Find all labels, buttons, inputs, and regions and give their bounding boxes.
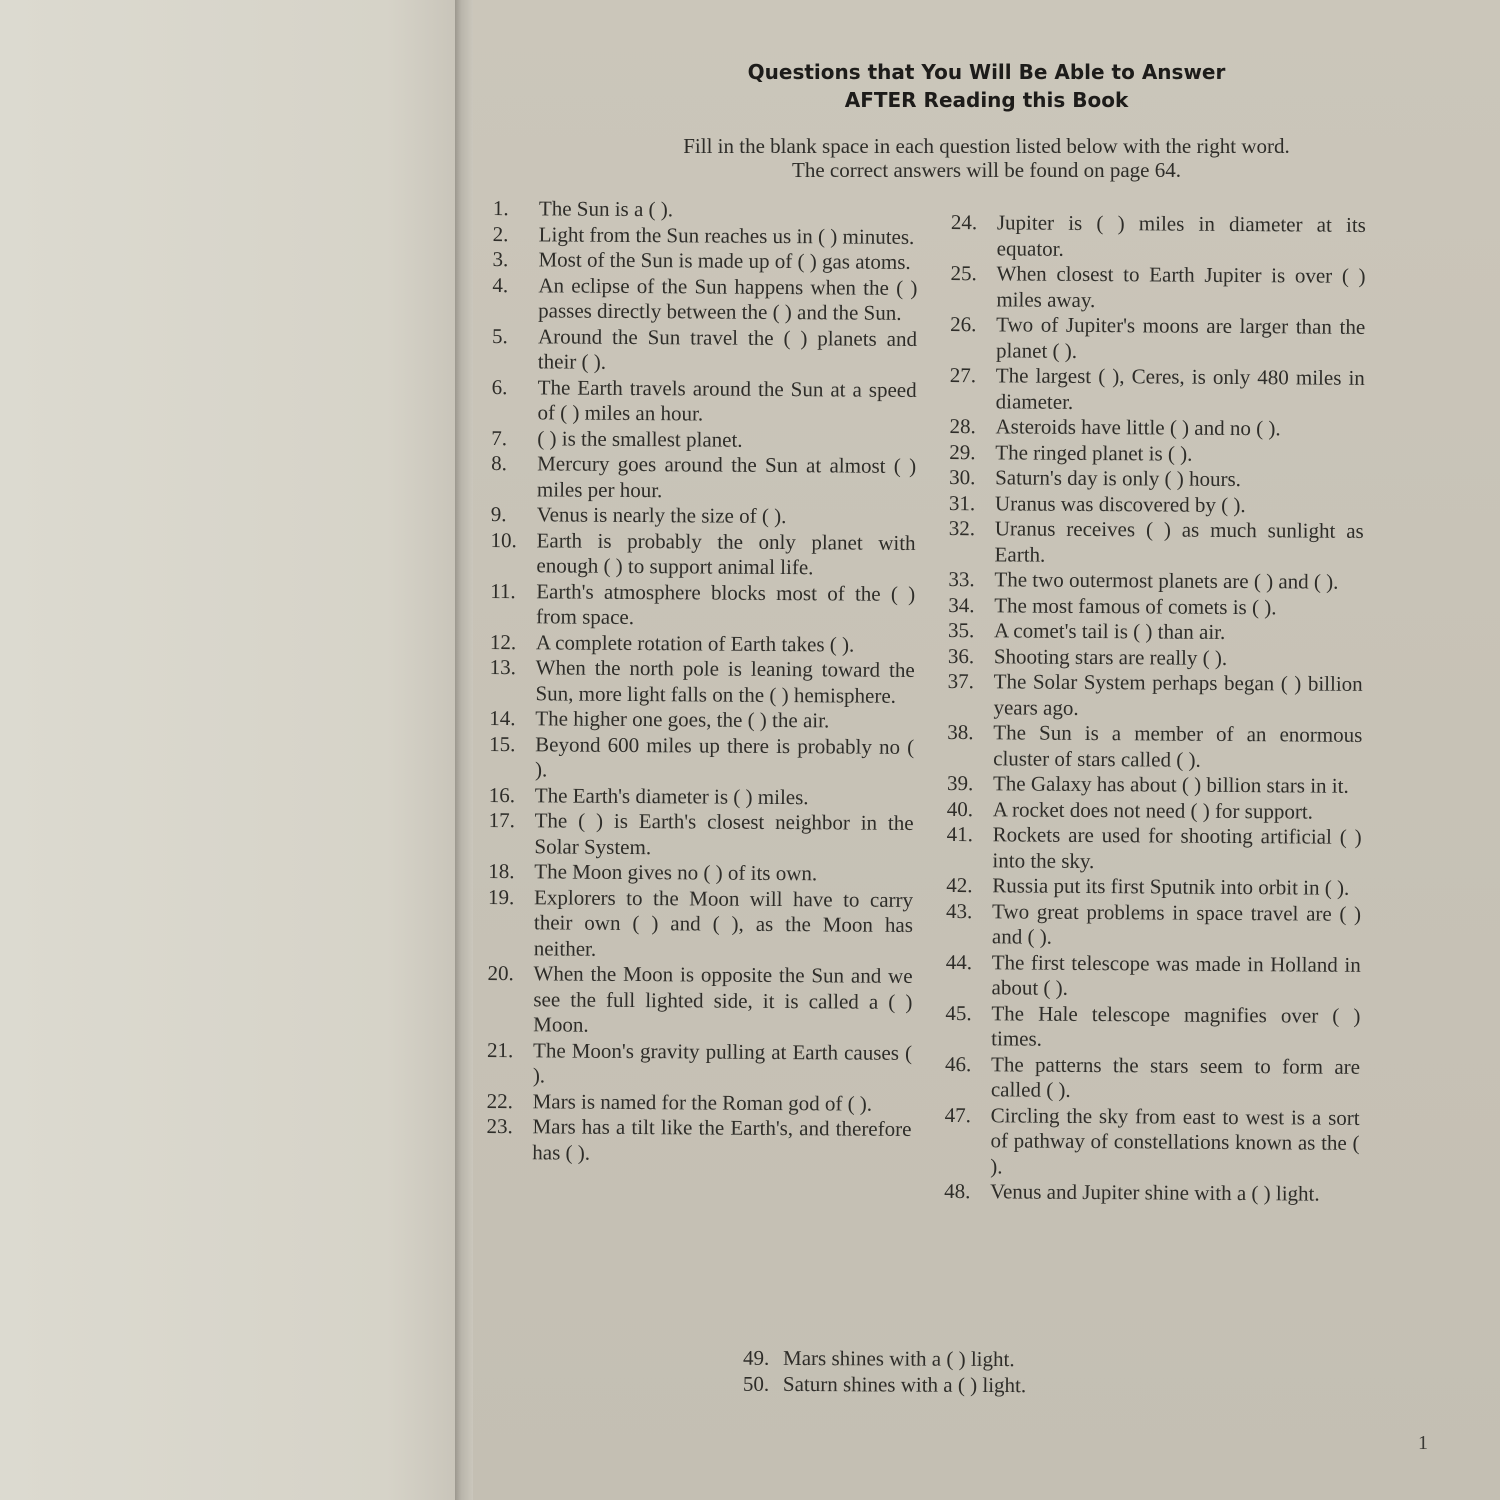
question-text: Russia put its first Sputnik into orbit in ( ). xyxy=(992,873,1350,900)
question-number: 14. xyxy=(489,705,516,731)
question-number: 38. xyxy=(947,719,974,745)
question-text: Two great problems in space travel are ( ) and ( ). xyxy=(991,898,1362,949)
question-item xyxy=(491,451,916,505)
question-number: 13. xyxy=(489,654,517,680)
question-number: 4. xyxy=(492,272,509,297)
question-text: A complete rotation of Earth takes ( ). xyxy=(535,629,855,657)
question-item xyxy=(487,1088,912,1116)
question-item xyxy=(743,1345,1243,1374)
question-text: Light from the Sun reaches us in ( ) minutes. xyxy=(538,221,915,249)
question-text: The largest ( ), Ceres, is only 480 miles in diameter. xyxy=(995,363,1365,414)
question-text: Venus and Jupiter shine with a ( ) light. xyxy=(990,1179,1320,1206)
question-item xyxy=(950,312,1365,366)
question-number: 27. xyxy=(949,362,977,388)
question-text: Earth is probably the only planet with enough ( ) to support animal life. xyxy=(536,527,916,580)
question-item xyxy=(948,643,1363,671)
question-text: Two of Jupiter's moons are larger than the planet ( ). xyxy=(995,312,1366,363)
question-item xyxy=(944,1179,1359,1207)
book-gutter xyxy=(455,0,473,1500)
question-text: The Moon's gravity pulling at Earth causes ( ). xyxy=(532,1037,913,1088)
question-number: 10. xyxy=(490,527,517,552)
question-number: 12. xyxy=(489,629,517,654)
question-item xyxy=(489,655,914,709)
question-text: Beyond 600 miles up there is probably no ( ). xyxy=(534,731,915,782)
question-text: The patterns the stars seem to form are called ( ). xyxy=(990,1051,1361,1102)
question-number: 28. xyxy=(949,413,976,439)
right-page xyxy=(473,0,1500,1500)
question-number: 30. xyxy=(949,464,976,490)
question-text: Saturn shines with a ( ) light. xyxy=(782,1371,1027,1398)
question-number: 2. xyxy=(492,221,509,246)
question-item xyxy=(492,247,917,275)
instructions-line-1: Fill in the blank space in each question listed below with the right word. xyxy=(683,134,1290,158)
question-item xyxy=(491,374,916,428)
question-text: A comet's tail is ( ) than air. xyxy=(993,618,1226,644)
question-number: 6. xyxy=(491,374,508,399)
question-text: Around the Sun travel the ( ) planets and their ( ). xyxy=(537,323,918,374)
question-item xyxy=(947,720,1362,774)
question-number: 15. xyxy=(489,731,516,756)
questions-final-lines xyxy=(743,1345,1243,1400)
questions-left-column xyxy=(486,196,918,1168)
question-text: The Earth's diameter is ( ) miles. xyxy=(534,782,809,809)
question-text: Venus is nearly the size of ( ). xyxy=(536,502,787,529)
question-number: 11. xyxy=(490,578,516,603)
question-text: Mercury goes around the Sun at almost ( ) miles per hour. xyxy=(536,451,917,502)
question-number: 32. xyxy=(948,515,976,541)
question-number: 39. xyxy=(946,770,974,796)
question-text: ( ) is the smallest planet. xyxy=(537,425,743,452)
question-number: 49. xyxy=(743,1345,770,1370)
question-item xyxy=(950,261,1365,315)
question-item xyxy=(489,706,914,734)
question-number: 1. xyxy=(492,196,509,221)
question-item xyxy=(946,822,1361,876)
question-item xyxy=(491,425,916,453)
question-item xyxy=(949,516,1364,570)
question-text: The two outermost planets are ( ) and ( ). xyxy=(994,567,1339,594)
question-number: 3. xyxy=(492,246,509,272)
question-number: 24. xyxy=(950,210,978,235)
question-number: 18. xyxy=(488,858,515,884)
question-text: Uranus receives ( ) as much sunlight as Earth. xyxy=(994,516,1364,567)
question-item xyxy=(949,439,1364,467)
question-text: The Sun is a member of an enormous cluster of stars called ( ). xyxy=(993,720,1363,772)
question-text: Shooting stars are really ( ). xyxy=(993,643,1228,670)
question-text: Mars is named for the Roman god of ( ). xyxy=(532,1088,873,1116)
instructions xyxy=(473,134,1500,182)
question-text: The Galaxy has about ( ) billion stars in it. xyxy=(992,771,1349,798)
question-number: 20. xyxy=(487,960,514,986)
question-text: The higher one goes, the ( ) the air. xyxy=(535,706,830,733)
question-number: 8. xyxy=(491,450,507,476)
question-number: 31. xyxy=(948,490,976,515)
question-item xyxy=(946,898,1361,952)
question-number: 16. xyxy=(488,782,516,807)
question-item xyxy=(490,629,915,657)
question-item xyxy=(948,567,1363,595)
title-line-2: AFTER Reading this Book xyxy=(844,88,1129,112)
question-item xyxy=(947,771,1362,799)
question-item xyxy=(489,782,914,810)
question-text: The ( ) is Earth's closest neighbor in the Solar System. xyxy=(534,808,914,859)
question-text: Asteroids have little ( ) and no ( ). xyxy=(995,414,1281,441)
question-number: 45. xyxy=(945,1000,972,1025)
question-number: 43. xyxy=(946,898,973,923)
question-number: 35. xyxy=(947,617,975,643)
question-item xyxy=(486,1114,911,1168)
question-item xyxy=(951,210,1366,264)
question-item xyxy=(944,1102,1360,1181)
question-item xyxy=(492,272,917,326)
question-text: When closest to Earth Jupiter is over ( ) miles away. xyxy=(996,261,1366,312)
question-text: The Hale telescope magnifies over ( ) times. xyxy=(991,1000,1361,1051)
question-number: 21. xyxy=(486,1037,514,1062)
question-item xyxy=(743,1371,1243,1400)
question-number: 47. xyxy=(944,1102,972,1127)
page-title xyxy=(473,58,1500,114)
question-item xyxy=(947,796,1362,824)
question-item xyxy=(948,592,1363,620)
question-text: Mars shines with a ( ) light. xyxy=(783,1345,1015,1372)
question-text: A rocket does not need ( ) for support. xyxy=(992,796,1314,824)
question-number: 50. xyxy=(742,1371,770,1396)
question-item xyxy=(493,221,918,249)
question-text: Jupiter is ( ) miles in diameter at its equator. xyxy=(996,210,1366,261)
question-item xyxy=(488,808,913,862)
question-number: 44. xyxy=(945,949,973,974)
question-text: Earth's atmosphere blocks most of the ( ) from space. xyxy=(535,578,916,629)
question-text: When the north pole is leaning toward the Sun, more light falls on the ( ) hemisphere. xyxy=(535,655,915,708)
question-item xyxy=(948,618,1363,646)
question-number: 29. xyxy=(949,439,976,464)
question-item xyxy=(949,465,1364,493)
question-number: 48. xyxy=(944,1178,971,1204)
question-text: The most famous of comets is ( ). xyxy=(994,592,1277,619)
question-item xyxy=(947,669,1362,723)
question-number: 33. xyxy=(948,566,975,592)
instructions-line-2: The correct answers will be found on page 64. xyxy=(792,158,1181,182)
question-number: 5. xyxy=(491,323,508,348)
question-text: Most of the Sun is made up of ( ) gas atoms. xyxy=(538,247,911,274)
question-number: 34. xyxy=(948,592,975,617)
question-item xyxy=(487,961,913,1040)
question-item xyxy=(490,578,915,632)
question-number: 19. xyxy=(488,884,515,909)
question-item xyxy=(493,196,918,224)
questions-right-column xyxy=(944,210,1366,1207)
question-item xyxy=(492,323,917,377)
question-item xyxy=(945,1051,1360,1105)
question-text: The Moon gives no ( ) of its own. xyxy=(534,859,818,886)
question-number: 36. xyxy=(947,643,975,668)
question-number: 9. xyxy=(490,501,507,527)
question-number: 26. xyxy=(950,311,977,337)
question-text: An eclipse of the Sun happens when the ( ) passes directly between the ( ) and the Sun. xyxy=(538,272,918,325)
question-text: The Sun is a ( ). xyxy=(538,196,674,222)
question-item xyxy=(949,414,1364,442)
question-item xyxy=(488,884,914,963)
question-text: The first telescope was made in Holland in about ( ). xyxy=(991,949,1361,1000)
question-text: Rockets are used for shooting artificial ( ) into the sky. xyxy=(992,822,1362,873)
page-number: 1 xyxy=(1418,1432,1428,1454)
question-item xyxy=(945,949,1360,1003)
question-item xyxy=(945,1000,1360,1054)
question-text: The Solar System perhaps began ( ) billion years ago. xyxy=(993,669,1363,720)
question-text: Uranus was discovered by ( ). xyxy=(994,490,1246,517)
question-text: When the Moon is opposite the Sun and we see the full lighted side, it is called a ( ) Moon. xyxy=(533,961,913,1037)
question-text: Circling the sky from east to west is a sort of pathway of constellations known as the ( ). xyxy=(990,1102,1360,1178)
question-item xyxy=(489,731,914,785)
question-text: Mars has a tilt like the Earth's, and therefore has ( ). xyxy=(532,1114,912,1165)
question-item xyxy=(490,527,915,581)
question-item xyxy=(491,502,916,530)
question-number: 46. xyxy=(944,1051,972,1076)
question-number: 23. xyxy=(486,1113,513,1139)
question-number: 17. xyxy=(488,807,515,833)
question-text: Explorers to the Moon will have to carry their own ( ) and ( ), as the Moon has neither. xyxy=(533,884,914,961)
question-number: 7. xyxy=(491,425,508,450)
question-number: 25. xyxy=(950,260,977,286)
title-line-1: Questions that You Will Be Able to Answer xyxy=(747,60,1226,84)
question-item xyxy=(487,1037,912,1091)
question-number: 37. xyxy=(947,668,975,694)
question-item xyxy=(946,873,1361,901)
question-number: 41. xyxy=(946,821,973,847)
question-text: Saturn's day is only ( ) hours. xyxy=(995,465,1242,492)
question-item xyxy=(949,490,1364,518)
question-text: The Earth travels around the Sun at a speed of ( ) miles an hour. xyxy=(537,374,917,426)
left-blank-page xyxy=(0,0,455,1500)
question-text: The ringed planet is ( ). xyxy=(995,439,1193,466)
question-number: 40. xyxy=(946,796,974,821)
question-number: 42. xyxy=(946,872,973,898)
question-item xyxy=(488,859,913,887)
question-item xyxy=(950,363,1365,417)
question-number: 22. xyxy=(486,1088,514,1113)
